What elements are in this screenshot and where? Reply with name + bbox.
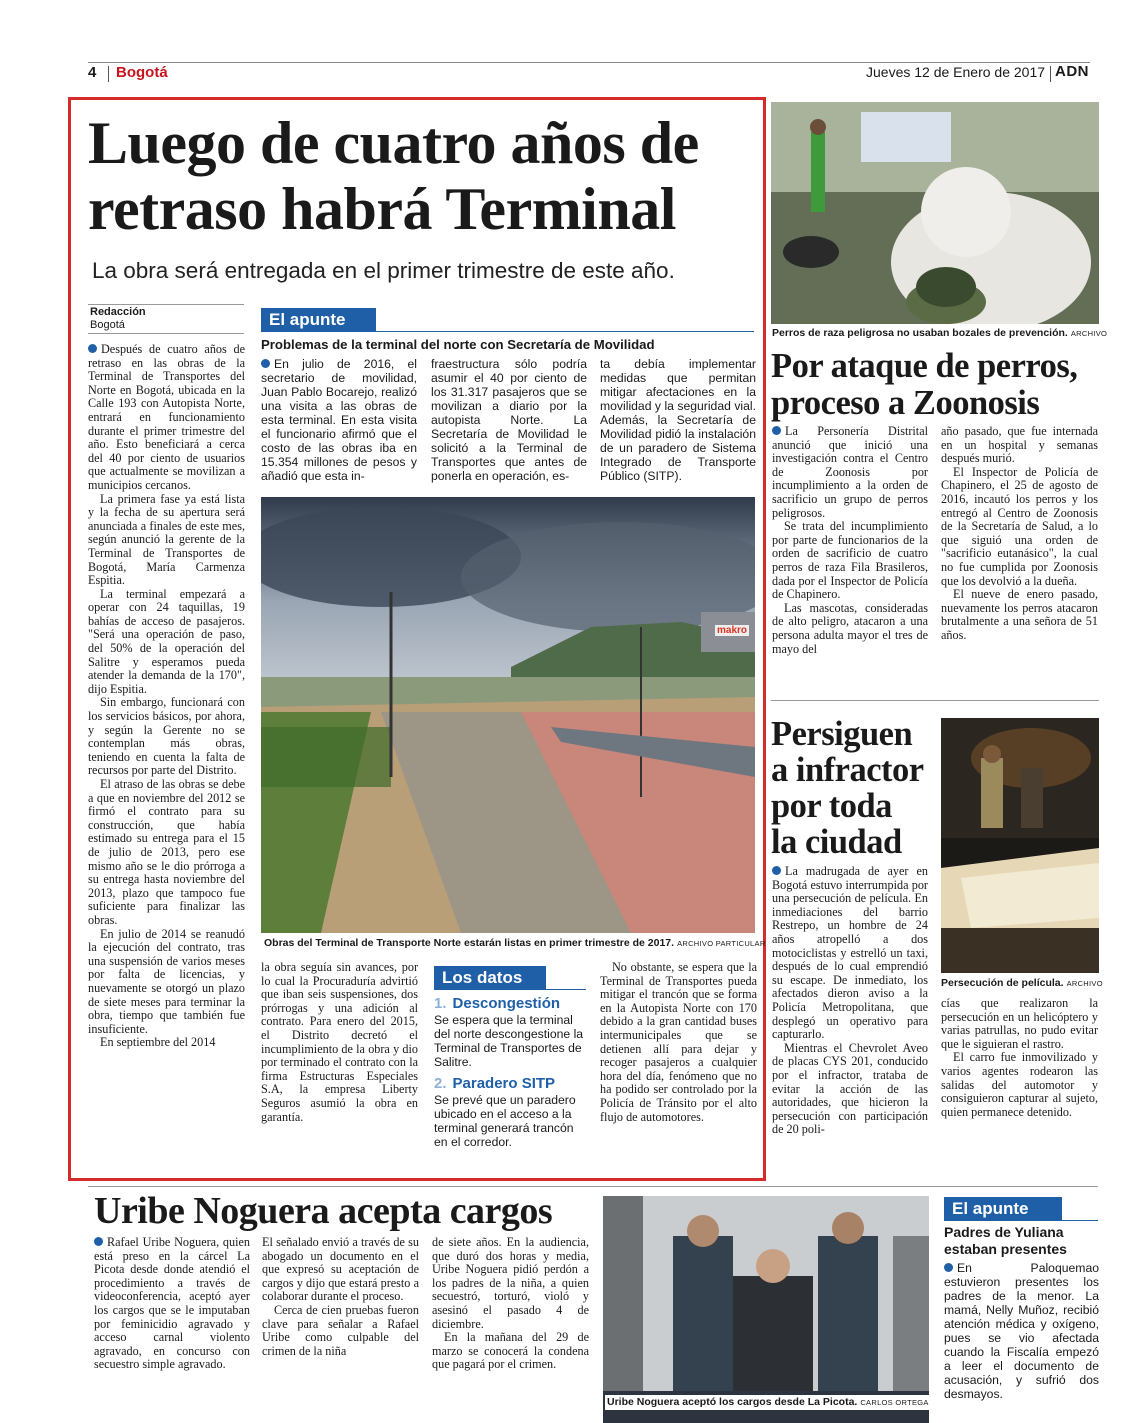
paragraph: En julio de 2014 se reanudó la ejecución del contrato, tras una suspensión de varios meses por falta de licencias, y nuevamente se otorgó un plazo de siete meses para terminar la obra, tiempo que también fue insuficiente.	[88, 926, 245, 1036]
apunte-col-1: En julio de 2016, el secretario de movilidad, Juan Pablo Bocarejo, realizó una visita a las obras de esta terminal. En esta visita el funcionario afirmó que el costo de las obras iba en 15.354 millones de pesos y añadió que esta in-	[261, 357, 417, 483]
datos-tag-label: Los datos	[442, 968, 523, 987]
headline-line: retraso habrá Terminal	[88, 176, 676, 242]
apunte-rule	[1062, 1220, 1098, 1221]
photo-credit: ARCHIVO	[1070, 329, 1108, 338]
terminal-photo-illustration	[261, 497, 755, 933]
page-header	[0, 0, 1125, 90]
bullet-icon	[261, 359, 270, 368]
photo-credit: ARCHIVO PARTICULAR	[677, 939, 766, 948]
paragraph: La madrugada de ayer en Bogotá estuvo interrumpida por una persecución de película. En inmediaciones del barrio Restrepo, un hombre de 24 años atropelló a dos motociclistas y estrelló un taxi, después de lo cual emprendió su escape. De inmediato, los afectados dieron aviso a la Policía Metropolitana, que desplegó un operativo para capturarlo.	[772, 864, 928, 1042]
paragraph: Cerca de cien pruebas fueron clave para señalar a Rafael Uribe como culpable del crimen de la niña	[262, 1302, 419, 1358]
brand-logo: ADN	[1055, 63, 1089, 80]
paragraph: Después de cuatro años de retraso en las obras de la Terminal de Transportes del Norte en Bogotá, ubicada en la Calle 193 con Autopista Norte, entrará en funcionamiento durante el primer trimestre del año. Esto beneficiará a cerca del 40 por ciento de usuarios que actualmente se movilizan a municipios cercanos.	[88, 342, 245, 492]
uribe-apunte-tag	[944, 1197, 1062, 1221]
paragraph: En la mañana del 29 de marzo se conocerá la condena que pagará por el crimen.	[432, 1330, 589, 1372]
headline-line: proceso a Zoonosis	[771, 384, 1040, 422]
chase-photo-illustration	[941, 718, 1099, 973]
datos-title: Descongestión	[452, 995, 561, 1012]
datos-rule	[546, 989, 586, 990]
byline-name: Redacción	[90, 306, 146, 318]
apunte-col-3: ta debía implementar medidas que permitan mitigar afectaciones en la movilidad y la seguridad vial. Además, la Secretaría de Movilidad pidió la instalación de un paradero de Sistema Integrado de Transporte Público (SITP).	[600, 357, 756, 483]
dogs-photo-caption: Perros de raza peligrosa no usaban bozales de prevención. ARCHIVO	[772, 327, 1108, 339]
headline-line: a infractor	[771, 751, 924, 789]
main-col-2	[261, 961, 418, 1124]
paragraph: Mientras el Chevrolet Aveo de placas CYS 201, conducido por el infractor, trataba de evitar la acción de las autoridades, que hicieron la persecución con participación de 20 poli-	[772, 1040, 928, 1137]
datos-text: Se prevé que un paradero ubicado en el acceso a la terminal generará trancón en el corredor.	[434, 1093, 576, 1149]
issue-date: Jueves 12 de Enero de 2017	[866, 64, 1046, 80]
bullet-icon	[772, 426, 781, 435]
dogs-col-1	[772, 425, 928, 656]
chase-col-2	[941, 997, 1098, 1119]
paragraph: La primera fase ya está lista y la fecha de su apertura será anunciada a finales de este mes, según anunció la gerente de la Terminal de Transportes de Bogotá, María Carmenza Espitia.	[88, 491, 245, 588]
byline-rule	[88, 304, 244, 305]
uribe-col-1	[94, 1236, 250, 1372]
paragraph: En septiembre del 2014	[100, 1035, 216, 1050]
store-sign: makro	[717, 625, 748, 636]
byline	[90, 306, 146, 332]
section-divider	[88, 1186, 1098, 1187]
paragraph: La Personería Distrital anunció que inició una investigación contra el Centro de Zoonosis por incumplimiento a la orden de sacrificio un grupo de perros peligrosos.	[772, 424, 928, 520]
paragraph: de siete años. En la audiencia, que duró dos horas y media, Uribe Noguera pidió perdón a los padres de la niña, a quien secuestró, torturó, violó y asesinó el pasado 4 de diciembre.	[432, 1235, 589, 1331]
terminal-photo-caption: Obras del Terminal de Transporte Norte estarán listas en primer trimestre de 2017. ARCHIVO PARTICULAR	[264, 937, 766, 949]
apunte-col-2: fraestructura sólo podría asumir el 40 por ciento de los 31.317 pasajeros que se movilizan a diario por la autopista Norte. La Secretaría de Movilidad le solicitó a la Terminal de Transportes que antes de ponerla en operación, es-	[431, 357, 587, 483]
photo-credit: ARCHIVO	[1066, 979, 1103, 988]
section-name: Bogotá	[116, 64, 168, 81]
main-subheadline: La obra será entregada en el primer trimestre de este año.	[92, 258, 675, 283]
title-line: Padres de Yuliana	[944, 1224, 1064, 1240]
bullet-icon	[94, 1237, 103, 1246]
bullet-icon	[944, 1263, 953, 1272]
apunte-tag	[261, 308, 376, 332]
main-headline	[88, 110, 758, 242]
datos-item	[434, 995, 589, 1013]
byline-city: Bogotá	[90, 319, 125, 331]
header-divider	[108, 66, 109, 82]
datos-tag	[434, 966, 546, 990]
paragraph: El atraso de las obras se debe a que en noviembre del 2012 se firmó el contrato para su construcción, que había estimado su entrega para el 15 de julio de 2013, pero ese mismo año se le dio prórroga a su entrega hasta noviembre del 2013, plazo que tampoco fue suficiente para finalizar las obras.	[88, 777, 245, 927]
datos-title: Paradero SITP	[452, 1075, 556, 1092]
datos-num: 2.	[434, 1075, 447, 1092]
paragraph: Las mascotas, consideradas de alto peligro, atacaron a una persona adulta mayor el tres de mayo del	[772, 600, 928, 656]
bullet-icon	[772, 866, 781, 875]
uribe-col-2	[262, 1236, 419, 1358]
paragraph: Sin embargo, funcionará con los servicios básicos, por ahora, y según la Gerente no se contemplan más obras, teniendo en cuenta la falta de recursos por parte del Distrito.	[88, 695, 245, 778]
datos-item	[434, 1075, 589, 1093]
paragraph: cías que realizaron la persecución en un helicóptero y varias patrullas, no pudo evitar que le siguieran el rastro.	[941, 996, 1098, 1051]
paragraph: El nueve de enero pasado, nuevamente los perros atacaron brutalmente a una señora de 51 años.	[941, 587, 1098, 642]
headline-line: Luego de cuatro años de	[88, 110, 699, 176]
paragraph: El señalado envió a través de su abogado un documento en el que expresó su aceptación de cargos y dijo que estará presto a colaborar durante el proceso.	[262, 1235, 419, 1304]
headline-line: la ciudad	[771, 823, 902, 861]
paragraph: año pasado, que fue internada en un hospital y semanas después murió.	[941, 424, 1098, 466]
dogs-photo	[771, 102, 1099, 324]
headline-line: por toda	[771, 787, 892, 825]
headline-line: Por ataque de perros,	[771, 347, 1078, 385]
uribe-col-3	[432, 1236, 589, 1372]
headline-line: Persiguen	[771, 715, 913, 753]
chase-col-1	[772, 865, 928, 1137]
paragraph: Se trata del incumplimiento por parte de funcionarios de la orden de sacrificio de cuatro perros de raza Fila Brasileros, dada por el Inspector de Policía de Chapinero.	[772, 519, 928, 602]
paragraph: La terminal empezará a operar con 24 taquillas, 19 bahías de acceso de pasajeros. "Será una operación de paso, del 50% de la operación del Salitre y esperamos pueda atender la demanda de la 170", dijo Espitia.	[88, 586, 245, 696]
paragraph: No obstante, se espera que la Terminal de Transportes pueda mitigar el trancón que se forma en la Autopista Norte con 170 debido a la gran cantidad buses intermunicipales que se detienen allí para dejar y recoger pasajeros a cualquier hora del día, fenómeno que no ha podido ser controlado por la Policía de Tránsito por el alto flujo de automotores.	[600, 960, 757, 1124]
paragraph: El Inspector de Policía de Chapinero, el 25 de agosto de 2016, incautó los perros y los entregó al Centro de Zoonosis de la Secretaría de Salud, a lo que siguió una orden de "sacrificio eutanásico", la cual no fue cumplida por Zoonosis que los devolvió a la dueña.	[941, 464, 1098, 588]
datos-text: Se espera que la terminal del norte descongestione la Terminal de Transportes de Salitre.	[434, 1013, 584, 1069]
header-divider	[1050, 66, 1051, 82]
datos-list	[434, 995, 589, 1149]
uribe-photo-caption: Uribe Noguera aceptó los cargos desde La Picota. CARLOS ORTEGA	[607, 1396, 929, 1408]
datos-num: 1.	[434, 995, 447, 1012]
chase-headline	[771, 716, 941, 860]
dogs-headline	[771, 348, 1101, 422]
uribe-photo-illustration	[603, 1196, 929, 1423]
apunte-rule	[376, 331, 754, 332]
dogs-col-2	[941, 425, 1098, 643]
main-col-1	[88, 343, 245, 1050]
dogs-photo-illustration	[771, 102, 1099, 324]
page-number: 4	[88, 64, 97, 81]
main-col-4	[600, 961, 757, 1124]
header-rule	[88, 62, 1090, 63]
chase-photo	[941, 718, 1099, 973]
section-divider	[771, 700, 1099, 701]
uribe-photo	[603, 1196, 929, 1423]
byline-rule	[88, 333, 244, 334]
chase-photo-caption: Persecución de película. ARCHIVO	[941, 977, 1103, 989]
bullet-icon	[88, 344, 97, 353]
paragraph: El carro fue inmovilizado y varios agentes rodearon las salidas del automotor y consiguieron capturar al sujeto, quien permanece detenido.	[941, 1050, 1098, 1119]
photo-credit: CARLOS ORTEGA	[860, 1398, 929, 1407]
uribe-apunte-title	[944, 1224, 1099, 1258]
paragraph: la obra seguía sin avances, por lo cual la Procuraduría advirtió que iban seis suspensiones, dos prórrogas y una adición al contrato. Para enero del 2015, el Distrito decretó el incumplimiento de la obra y dio por terminado el contrato con la firma Estructuras Especiales S.A, la empresa Liberty Seguros asumió la obra en garantía.	[261, 960, 418, 1124]
uribe-apunte-text: En Paloquemao estuvieron presentes los padres de la menor. La mamá, Nelly Muñoz, recibió atención médica y oxígeno, pues se vio afectada cuando la Fiscalía empezó a leer el documento de acusación, y sufrió dos desmayos.	[944, 1261, 1099, 1401]
apunte-tag-label: El apunte	[952, 1199, 1029, 1218]
apunte-tag-label: El apunte	[269, 310, 346, 329]
paragraph: Rafael Uribe Noguera, quien está preso en la cárcel La Picota desde donde atendió el procedimiento a través de videoconferencia, aceptó ayer los cargos que se le imputaban por feminicidio agravado y acceso carnal violento agravado, en concurso con secuestro simple agravado.	[94, 1235, 250, 1372]
terminal-photo	[261, 497, 755, 933]
title-line: estaban presentes	[944, 1241, 1067, 1257]
uribe-headline: Uribe Noguera acepta cargos	[94, 1190, 553, 1232]
apunte-title: Problemas de la terminal del norte con Secretaría de Movilidad	[261, 337, 655, 352]
